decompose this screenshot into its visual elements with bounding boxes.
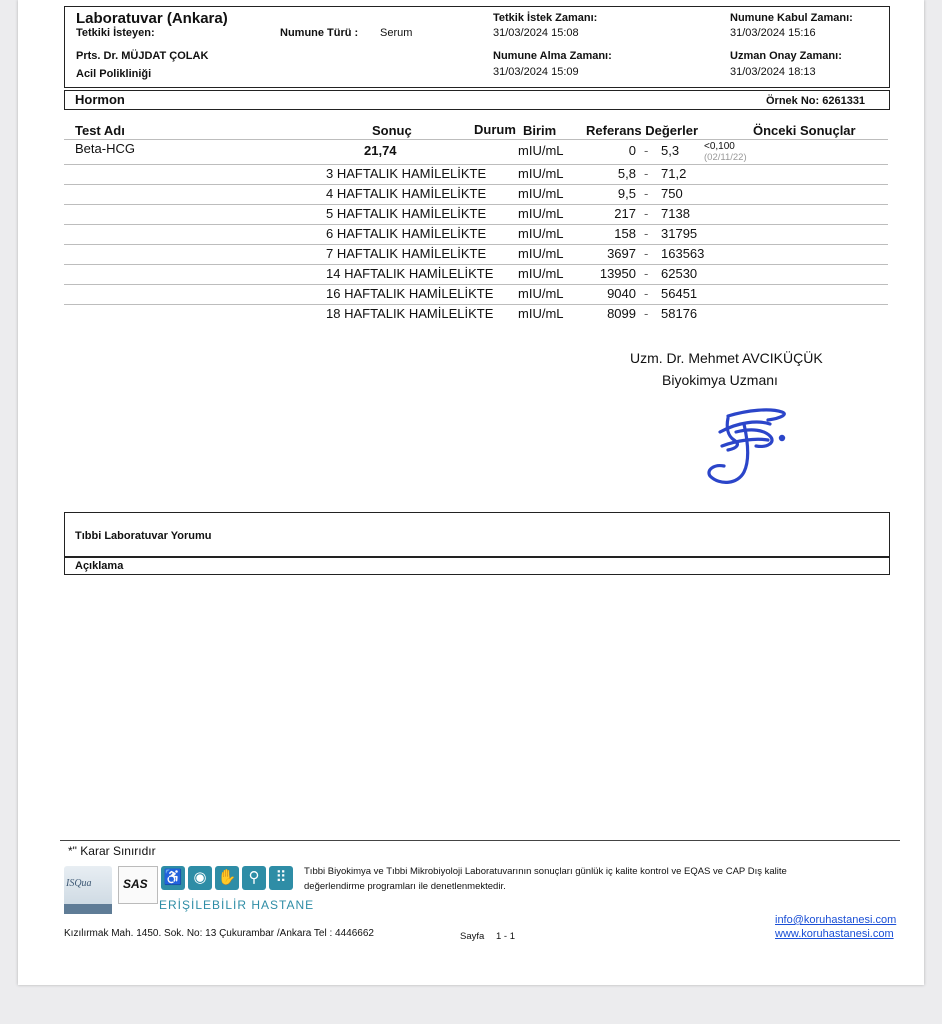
reference-high: 62530 [661,266,698,281]
reference-unit: mIU/mL [518,266,564,281]
header-status: Durum [474,122,516,137]
quality-text-1: Tıbbi Biyokimya ve Tıbbi Mikrobiyoloji Laboratuvarının sonuçları günlük iç kalite kontrol ve EQAS ve CAP Dış kalite [304,866,787,877]
row-divider [64,164,888,165]
reference-dash: - [644,206,649,221]
reference-dash: - [644,246,649,261]
reference-low: 9,5 [617,186,636,201]
email-link[interactable]: info@koruhastanesi.com [775,914,897,926]
accessibility-icons [161,866,295,893]
reference-low: 158 [614,226,636,241]
reference-low: 13950 [599,266,636,281]
reference-unit: mIU/mL [518,206,564,221]
header-reference: Referans Değerler [586,123,698,138]
approval-time-value: 31/03/2024 18:13 [730,66,816,78]
sample-type-value: Serum [380,27,413,39]
comments-box [64,512,890,575]
row-divider [64,244,888,245]
reference-high: 7138 [661,206,690,221]
comments-divider [64,556,890,558]
requester-label: Tetkiki İsteyen: [76,27,155,39]
isqua-badge [64,866,112,914]
sign-language-icon: ✋ [215,866,239,890]
sampling-time-value: 31/03/2024 15:09 [493,66,579,78]
reference-dash: - [644,186,649,201]
header-previous: Önceki Sonuçlar [753,123,856,138]
request-time-label: Tetkik İstek Zamanı: [493,12,598,24]
table-divider [64,139,888,140]
reference-dash: - [644,266,649,281]
reference-label: 4 HAFTALIK HAMİLELİKTE [326,186,487,201]
row-divider [64,264,888,265]
signer-name: Uzm. Dr. Mehmet AVCIKÜÇÜK [630,350,823,366]
reference-dash: - [644,166,649,181]
reference-high: 750 [661,186,683,201]
accept-time-value: 31/03/2024 15:16 [730,27,816,39]
header-test: Test Adı [75,123,125,138]
reference-unit: mIU/mL [518,186,564,201]
wheelchair-icon: ♿ [161,866,185,890]
row-divider [64,184,888,185]
reference-unit: mIU/mL [518,286,564,301]
reference-label: 14 HAFTALIK HAMİLELİKTE [326,266,494,281]
reference-unit: mIU/mL [518,226,564,241]
previous-value: <0,100 [704,141,735,152]
row-divider [64,304,888,305]
signer-title: Biyokimya Uzmanı [662,372,778,388]
reference-label: 3 HAFTALIK HAMİLELİKTE [326,166,487,181]
result-value: 21,74 [364,143,397,158]
sample-type-label: Numune Türü : [280,27,359,39]
reference-unit: mIU/mL [518,246,564,261]
reference-label: 16 HAFTALIK HAMİLELİKTE [326,286,494,301]
reference-high: 56451 [661,286,698,301]
row-divider [64,284,888,285]
ref-dash: - [644,143,649,158]
request-time-value: 31/03/2024 15:08 [493,27,579,39]
lab-comment-label: Tıbbi Laboratuvar Yorumu [75,530,212,542]
clinic-name: Acil Polikliniği [76,68,152,80]
ref-low: 0 [628,143,636,158]
sampling-time-label: Numune Alma Zamanı: [493,50,612,62]
page-label: Sayfa [460,931,485,942]
previous-date: (02/11/22) [704,152,747,163]
reference-label: 6 HAFTALIK HAMİLELİKTE [326,226,487,241]
reference-low: 9040 [607,286,636,301]
sample-number: Örnek No: 6261331 [766,95,866,107]
reference-low: 5,8 [617,166,636,181]
test-name: Beta-HCG [75,141,135,156]
sas-badge [118,866,158,904]
sas-label: SAS [123,877,148,891]
website-link[interactable]: www.koruhastanesi.com [775,928,894,940]
page-value: 1 - 1 [496,931,516,942]
approval-time-label: Uzman Onay Zamanı: [730,50,842,62]
reference-high: 31795 [661,226,698,241]
footer-rule [60,840,900,841]
address: Kızılırmak Mah. 1450. Sok. No: 13 Çukurambar /Ankara Tel : 4446662 [64,928,374,939]
accept-time-label: Numune Kabul Zamanı: [730,12,853,24]
doctor-name: Prts. Dr. MÜJDAT ÇOLAK [76,50,209,62]
row-divider [64,204,888,205]
hearing-icon: ◉ [188,866,212,890]
reference-dash: - [644,286,649,301]
reference-high: 71,2 [661,166,687,181]
reference-high: 58176 [661,306,698,321]
handwritten-signature [698,402,808,492]
section-title: Hormon [75,92,125,107]
reference-label: 5 HAFTALIK HAMİLELİKTE [326,206,487,221]
isqua-label: ISQua [66,878,92,889]
row-divider [64,224,888,225]
reference-dash: - [644,226,649,241]
critical-note: *" Karar Sınırıdır [68,844,156,858]
blind-walker-icon: ⚲ [242,866,266,890]
reference-unit: mIU/mL [518,166,564,181]
reference-label: 7 HAFTALIK HAMİLELİKTE [326,246,487,261]
braille-icon: ⠿ [269,866,293,890]
reference-low: 8099 [607,306,636,321]
reference-low: 3697 [607,246,636,261]
header-unit: Birim [523,123,557,138]
ref-high: 5,3 [661,143,680,158]
quality-text-2: değerlendirme programları ile denetlenmektedir. [304,881,506,892]
accessible-hospital-label: ERİŞİLEBİLİR HASTANE [159,898,315,912]
reference-label: 18 HAFTALIK HAMİLELİKTE [326,306,494,321]
reference-low: 217 [614,206,636,221]
reference-high: 163563 [661,246,705,261]
reference-dash: - [644,306,649,321]
lab-title: Laboratuvar (Ankara) [76,10,228,27]
result-unit: mIU/mL [518,143,564,158]
header-result: Sonuç [372,123,412,138]
explanation-label: Açıklama [75,560,124,572]
reference-unit: mIU/mL [518,306,564,321]
report-page [18,0,924,985]
